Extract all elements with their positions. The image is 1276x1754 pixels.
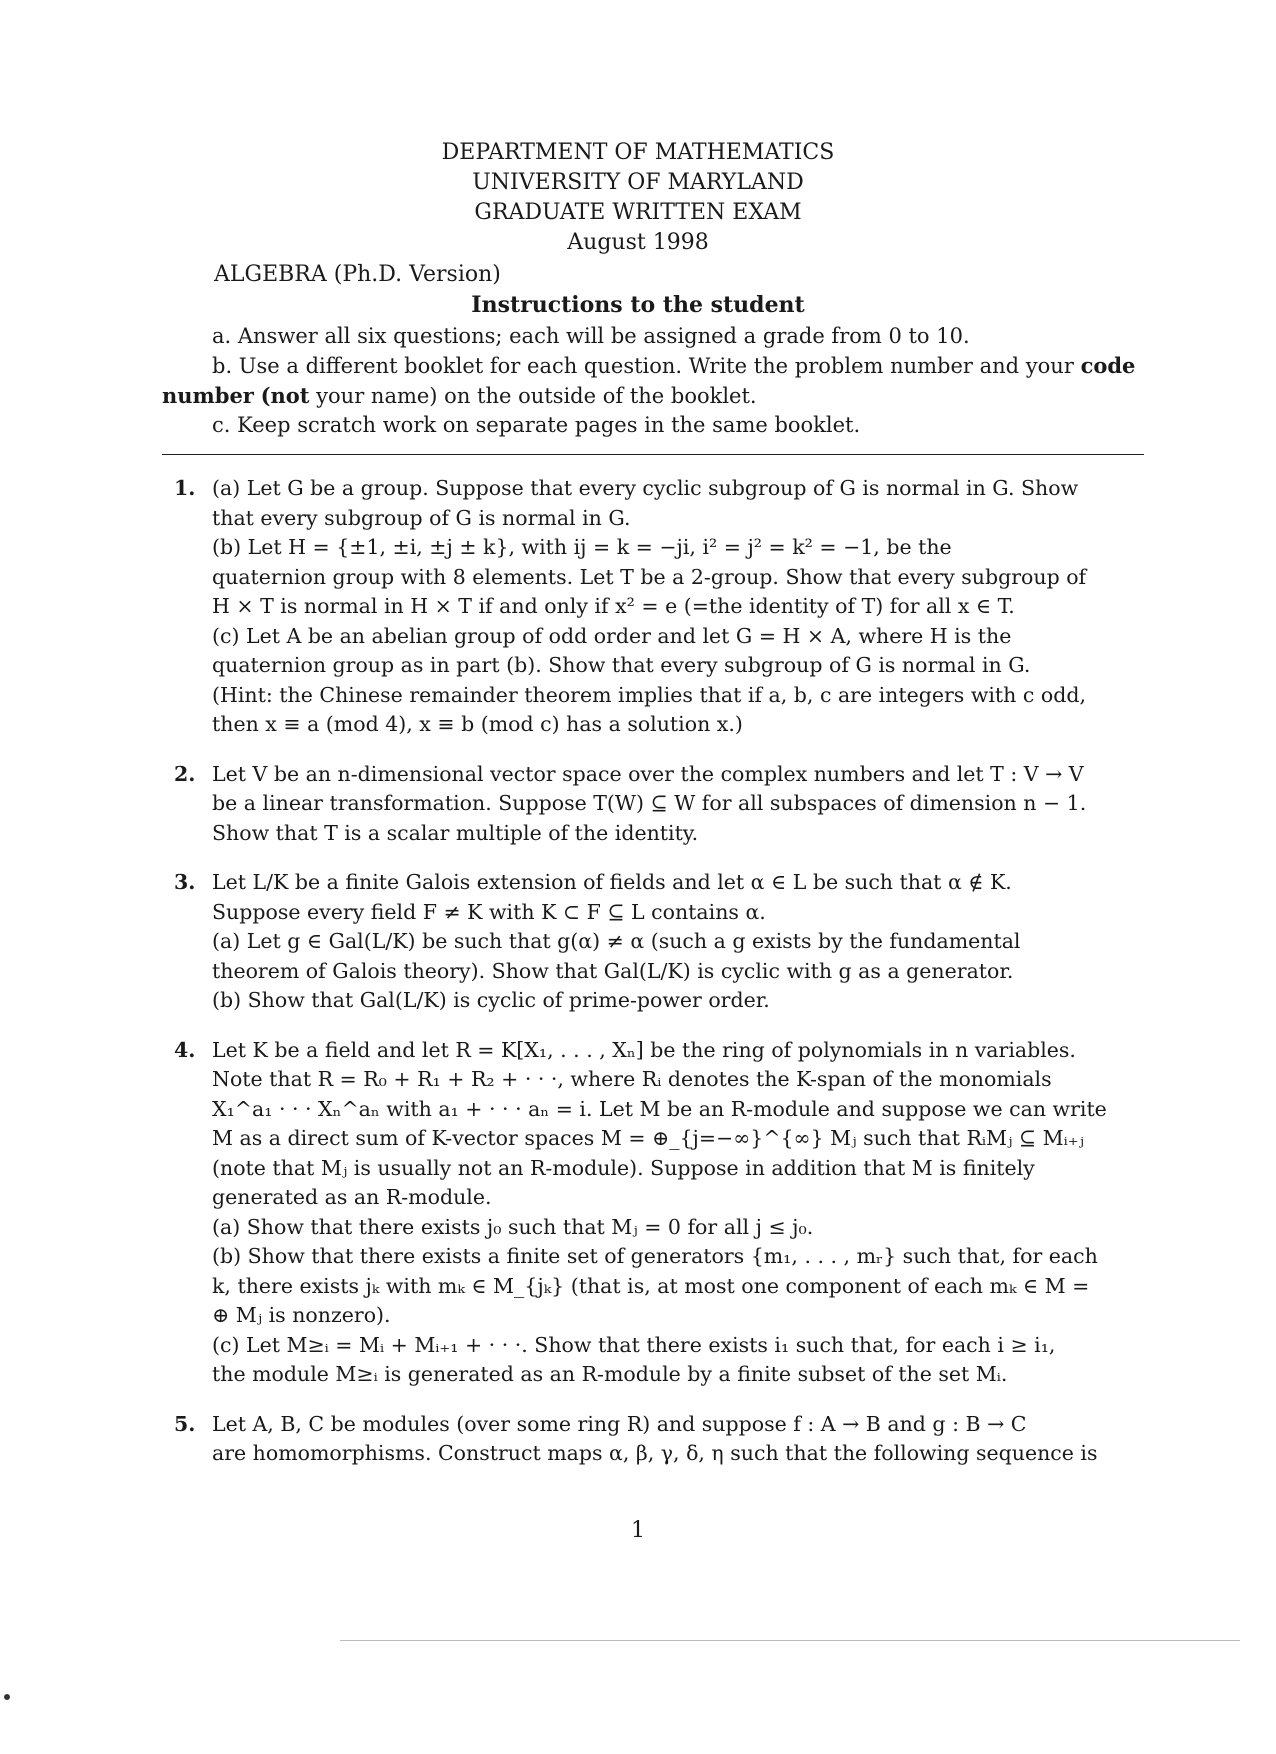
instructions-block (162, 322, 1142, 440)
department-title: DEPARTMENT OF MATHEMATICS (441, 140, 835, 165)
instruction-b-bold-not: (not (260, 383, 310, 408)
problem-line: X₁^a₁ · · · Xₙ^aₙ with a₁ + · · · aₙ = i. Let M be an R-module and suppose we can write (212, 1096, 1107, 1121)
problem-line: H × T is normal in H × T if and only if x² = e (=the identity of T) for all x ∈ T. (212, 594, 1015, 618)
exam-title: GRADUATE WRITTEN EXAM (474, 200, 802, 225)
problem-4 (174, 1036, 1144, 1390)
instruction-c: c. Keep scratch work on separate pages in the same booklet. (212, 413, 861, 437)
problem-body (212, 868, 1144, 1016)
problem-5 (174, 1410, 1144, 1469)
problem-number: 1. (174, 476, 196, 500)
page-number: 1 (631, 1518, 645, 1543)
problem-number: 5. (174, 1411, 196, 1436)
problem-line: Note that R = R₀ + R₁ + R₂ + · · ·, where Rᵢ denotes the K-span of the monomials (212, 1067, 1052, 1091)
footer-scan-line (340, 1640, 1240, 1641)
problem-line: quaternion group with 8 elements. Let T be a 2-group. Show that every subgroup of (212, 564, 1087, 589)
problem-body (212, 474, 1144, 740)
problem-3 (174, 868, 1144, 1016)
header-divider (162, 454, 1144, 455)
problem-line: Suppose every field F ≠ K with K ⊂ F ⊆ L contains α. (212, 899, 766, 924)
instruction-a: a. Answer all six questions; each will be assigned a grade from 0 to 10. (212, 324, 970, 348)
problem-line: Let V be an n-dimensional vector space over the complex numbers and let T : V → V (212, 761, 1084, 786)
problem-number: 2. (174, 761, 196, 786)
exam-header (0, 138, 1276, 258)
problem-line: (c) Let A be an abelian group of odd order and let G = H × A, where H is the (212, 623, 1012, 648)
problem-line: (note that Mⱼ is usually not an R-module). Suppose in addition that M is finitely (212, 1155, 1035, 1180)
problem-line: Let K be a field and let R = K[X₁, . . . , Xₙ] be the ring of polynomials in n variables. (212, 1037, 1076, 1062)
problem-line: generated as an R-module. (212, 1185, 492, 1209)
university-title: UNIVERSITY OF MARYLAND (472, 170, 804, 195)
problem-line: that every subgroup of G is normal in G. (212, 505, 631, 530)
problem-1 (174, 474, 1144, 740)
problem-line: (Hint: the Chinese remainder theorem implies that if a, b, c are integers with c odd, (212, 682, 1086, 707)
problem-line: (c) Let M≥ᵢ = Mᵢ + Mᵢ₊₁ + · · ·. Show that there exists i₁ such that, for each i ≥ i₁, (212, 1332, 1056, 1357)
problem-body (212, 760, 1144, 849)
problem-line: theorem of Galois theory). Show that Gal(L/K) is cyclic with g as a generator. (212, 958, 1014, 983)
scan-speck (4, 1694, 10, 1700)
instruction-b-bold-code: code number (162, 353, 1136, 408)
problem-line: (b) Show that there exists a finite set of generators {m₁, . . . , mᵣ} such that, for each (212, 1244, 1098, 1268)
problem-line: ⊕ Mⱼ is nonzero). (212, 1303, 391, 1327)
problem-line: k, there exists jₖ with mₖ ∈ M_{jₖ} (that is, at most one component of each mₖ ∈ M = (212, 1273, 1090, 1298)
problem-line: (b) Show that Gal(L/K) is cyclic of prime-power order. (212, 988, 770, 1012)
problem-line: (a) Let g ∈ Gal(L/K) be such that g(α) ≠ α (such a g exists by the fundamental (212, 929, 1021, 953)
problem-line: are homomorphisms. Construct maps α, β, γ, δ, η such that the following sequence is (212, 1441, 1098, 1465)
problem-line: the module M≥ᵢ is generated as an R-module by a finite subset of the set Mᵢ. (212, 1362, 1008, 1386)
exam-date: August 1998 (567, 230, 709, 255)
problem-line: then x ≡ a (mod 4), x ≡ b (mod c) has a solution x.) (212, 712, 743, 736)
problem-line: Let A, B, C be modules (over some ring R) and suppose f : A → B and g : B → C (212, 1411, 1027, 1436)
exam-version: ALGEBRA (Ph.D. Version) (214, 262, 501, 287)
instruction-b (162, 351, 1142, 411)
instruction-b-text-end: your name) on the outside of the booklet. (316, 384, 757, 408)
problem-line: be a linear transformation. Suppose T(W) ⊆ W for all subspaces of dimension n − 1. (212, 791, 1087, 815)
problem-line: (a) Let G be a group. Suppose that every cyclic subgroup of G is normal in G. Show (212, 476, 1079, 500)
problem-body (212, 1410, 1144, 1469)
problem-number: 4. (174, 1037, 196, 1062)
problem-body (212, 1036, 1144, 1390)
problem-line: (a) Show that there exists j₀ such that Mⱼ = 0 for all j ≤ j₀. (212, 1214, 814, 1239)
problem-line: quaternion group as in part (b). Show that every subgroup of G is normal in G. (212, 653, 1031, 677)
problem-line: (b) Let H = {±1, ±i, ±j ± k}, with ij = k = −ji, i² = j² = k² = −1, be the (212, 535, 952, 559)
instructions-title: Instructions to the student (471, 292, 805, 318)
instruction-b-text: b. Use a different booklet for each question. Write the problem number and your (212, 354, 1074, 378)
problem-2 (174, 760, 1144, 849)
problem-line: Let L/K be a finite Galois extension of fields and let α ∈ L be such that α ∉ K. (212, 870, 1012, 894)
problem-line: M as a direct sum of K-vector spaces M = ⊕_{j=−∞}^{∞} Mⱼ such that RᵢMⱼ ⊆ Mᵢ₊ⱼ (212, 1126, 1084, 1150)
problem-number: 3. (174, 870, 196, 894)
problem-line: Show that T is a scalar multiple of the identity. (212, 820, 699, 845)
problem-list (174, 474, 1144, 1489)
